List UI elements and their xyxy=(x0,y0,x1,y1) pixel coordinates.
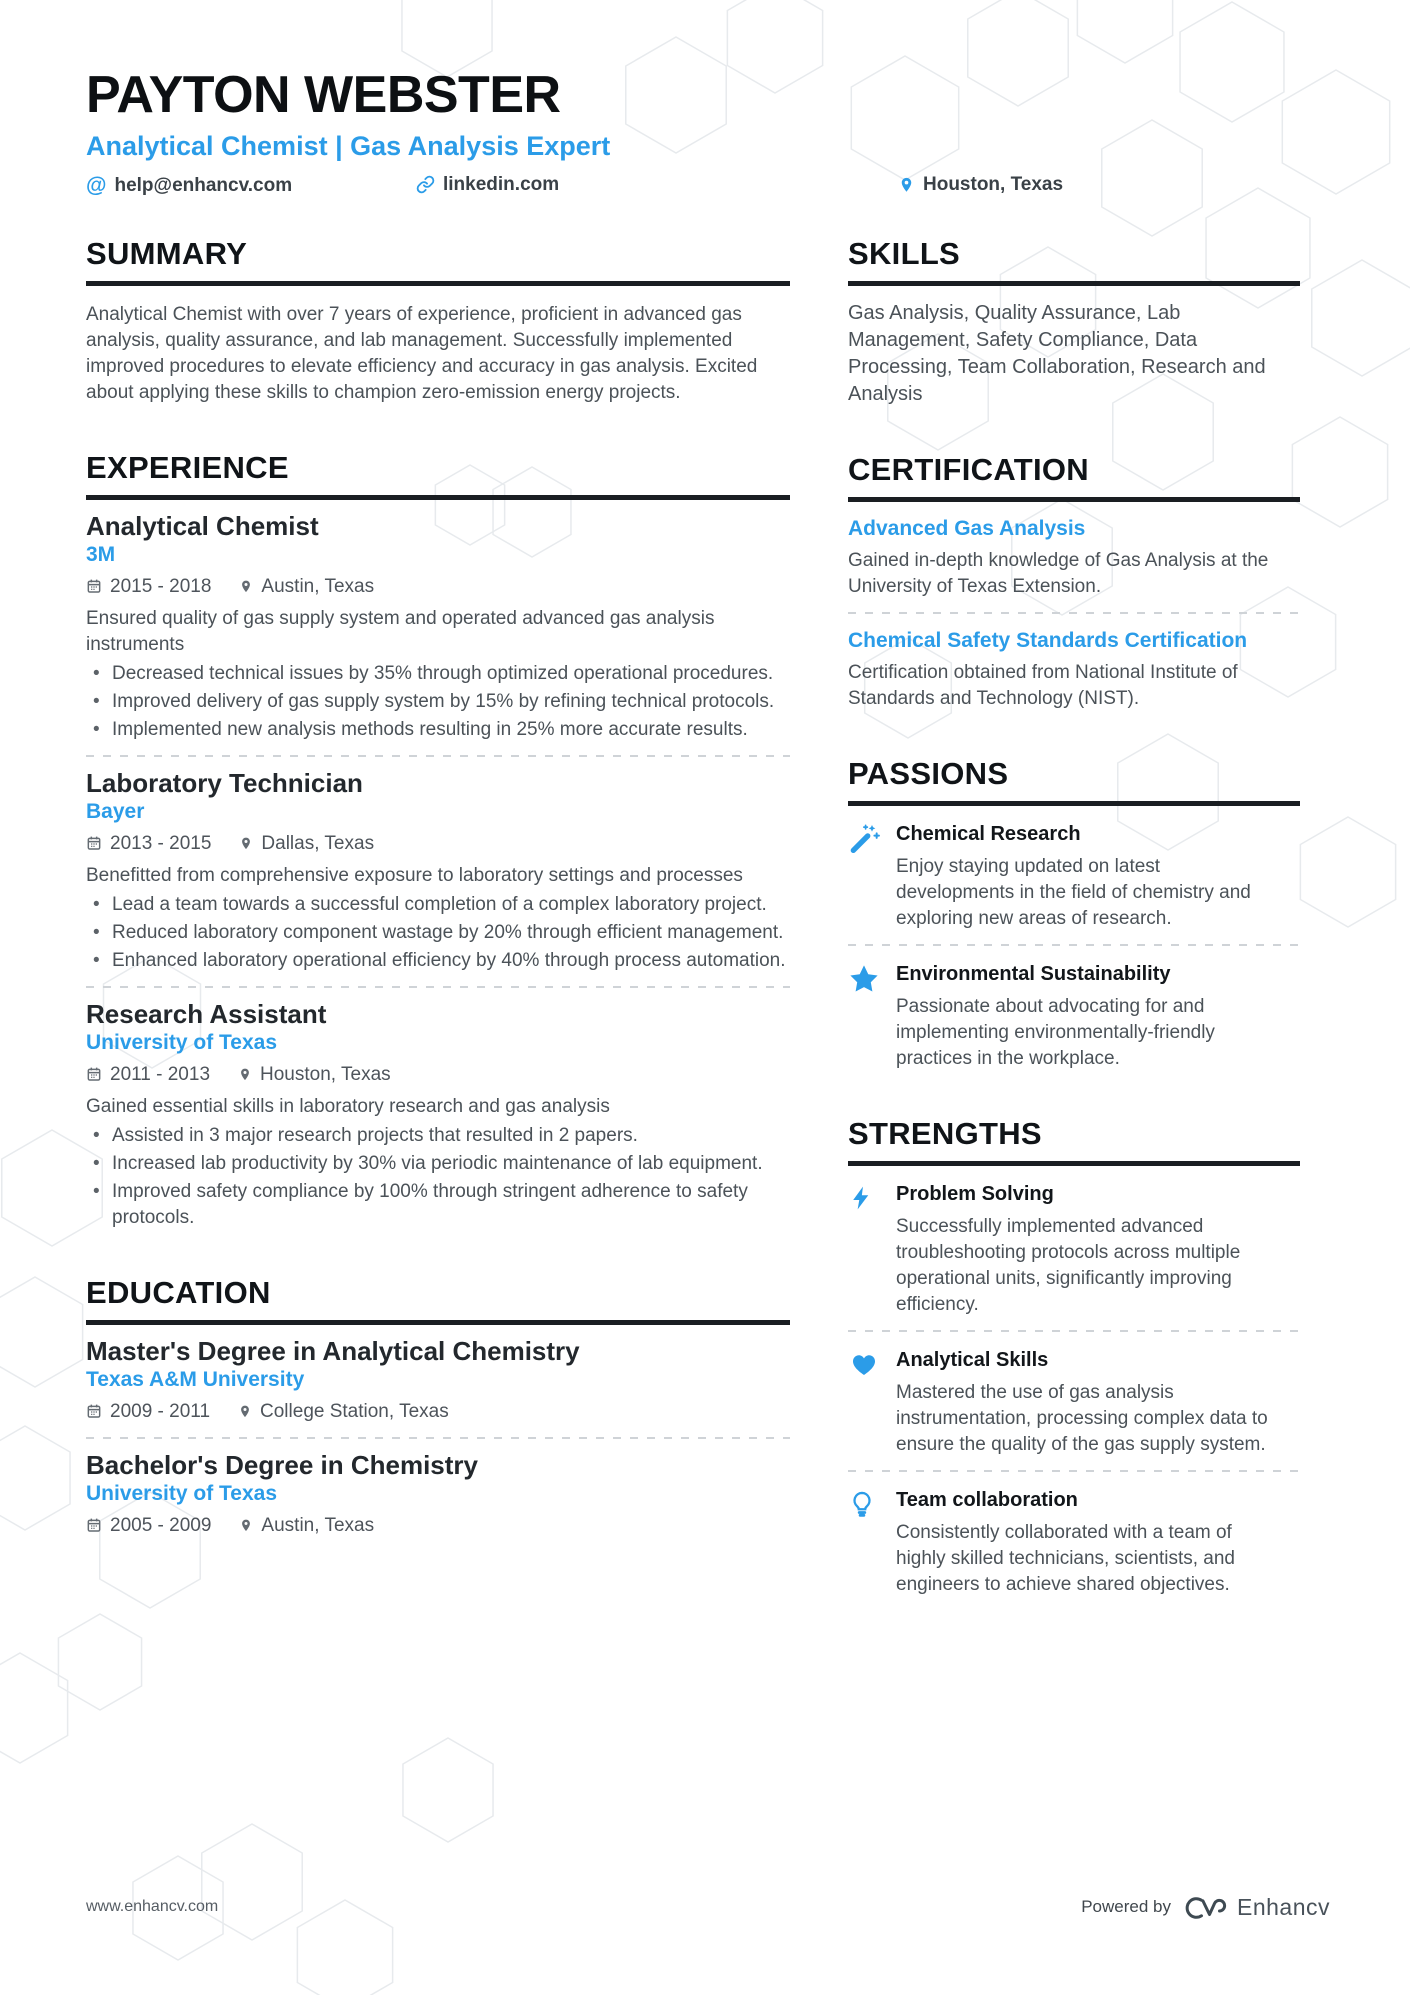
summary-section xyxy=(86,236,790,406)
location-text: Houston, Texas xyxy=(923,173,1064,195)
job-title: Research Assistant xyxy=(86,998,327,1029)
strength-body xyxy=(896,1182,1282,1318)
strength-description: Successfully implemented advanced troubleshooting protocols across multiple operational units, significantly improving efficiency. xyxy=(896,1215,1241,1315)
job-title: Laboratory Technician xyxy=(86,767,363,798)
certification-section xyxy=(848,452,1300,712)
page-footer xyxy=(86,1891,1330,1923)
experience-heading: EXPERIENCE xyxy=(86,450,790,500)
passion-description: Passionate about advocating for and implementing environmentally-friendly practices in the workplace. xyxy=(896,995,1215,1069)
resume-content xyxy=(86,0,1300,1598)
resume-header xyxy=(86,68,1300,200)
skills-heading: SKILLS xyxy=(848,236,1300,286)
bullet-item: • Improved delivery of gas supply system by 15% by refining technical protocols. xyxy=(86,689,790,715)
company-name: 3M xyxy=(86,542,116,566)
dashed-divider xyxy=(86,986,790,988)
strength-description: Mastered the use of gas analysis instrumentation, processing complex data to ensure the quality of the gas supply system. xyxy=(896,1381,1268,1455)
dashed-divider xyxy=(86,755,790,757)
dashed-divider xyxy=(848,1470,1300,1472)
bullet-item: • Assisted in 3 major research projects that resulted in 2 papers. xyxy=(86,1123,790,1149)
contact-row xyxy=(86,174,1300,200)
two-column-layout xyxy=(86,236,1300,1598)
date-range xyxy=(86,1061,210,1088)
bullet-item: • Enhanced laboratory operational efficiency by 40% through process automation. xyxy=(86,948,790,974)
strengths-section xyxy=(848,1116,1300,1598)
strength-title: Analytical Skills xyxy=(896,1348,1049,1371)
job-title: Analytical Chemist xyxy=(86,510,319,541)
job-meta xyxy=(86,573,790,600)
passion-title: Environmental Sustainability xyxy=(896,962,1171,985)
education-heading: EDUCATION xyxy=(86,1275,790,1325)
right-column xyxy=(848,236,1300,1598)
powered-by-label: Powered by xyxy=(1081,1897,1171,1916)
job-summary: Benefitted from comprehensive exposure to laboratory settings and processes xyxy=(86,864,743,886)
lightning-icon xyxy=(848,1182,882,1318)
passion-body xyxy=(896,962,1282,1072)
school-name: University of Texas xyxy=(86,1481,278,1505)
date-range xyxy=(86,573,211,600)
date-text: 2011 - 2013 xyxy=(110,1063,211,1085)
experience-entry xyxy=(86,1000,790,1231)
certification-title: Advanced Gas Analysis xyxy=(848,516,1086,540)
job-location xyxy=(238,1061,391,1088)
strength-title: Problem Solving xyxy=(896,1182,1054,1205)
date-range xyxy=(86,1398,210,1425)
date-text: 2009 - 2011 xyxy=(110,1400,211,1422)
strength-body xyxy=(896,1488,1282,1598)
enhancv-logo-icon xyxy=(1181,1891,1227,1923)
strength-entry xyxy=(848,1348,1300,1458)
skills-section xyxy=(848,236,1300,408)
experience-entry xyxy=(86,769,790,974)
passion-body xyxy=(896,822,1282,932)
certification-entry xyxy=(848,628,1300,712)
certification-title: Chemical Safety Standards Certification xyxy=(848,628,1248,652)
linkedin-contact[interactable] xyxy=(416,174,559,196)
certification-heading: CERTIFICATION xyxy=(848,452,1300,502)
degree-title: Master's Degree in Analytical Chemistry xyxy=(86,1335,580,1366)
job-headline: Analytical Chemist | Gas Analysis Expert xyxy=(86,130,611,161)
heart-icon xyxy=(848,1348,882,1458)
calendar-icon xyxy=(86,1066,102,1082)
location-text: Austin, Texas xyxy=(261,1514,375,1536)
calendar-icon xyxy=(86,835,102,851)
magic-wand-icon xyxy=(848,822,882,932)
calendar-icon xyxy=(86,578,102,594)
at-sign-icon: @ xyxy=(86,173,107,197)
location-contact xyxy=(898,174,1063,196)
education-entry xyxy=(86,1337,790,1425)
dashed-divider xyxy=(848,612,1300,614)
passion-entry xyxy=(848,962,1300,1072)
location-text: Dallas, Texas xyxy=(261,832,375,854)
calendar-icon xyxy=(86,1403,102,1419)
date-text: 2015 - 2018 xyxy=(110,575,212,597)
degree-location xyxy=(239,1512,374,1539)
experience-section xyxy=(86,450,790,1231)
lightbulb-icon xyxy=(848,1488,882,1598)
job-meta xyxy=(86,830,790,857)
location-text: Austin, Texas xyxy=(261,575,375,597)
bullet-item: • Reduced laboratory component wastage by 20% through efficient management. xyxy=(86,920,790,946)
passions-heading: PASSIONS xyxy=(848,756,1300,806)
star-icon xyxy=(848,962,882,1072)
powered-by-group[interactable] xyxy=(1081,1891,1330,1923)
job-bullets xyxy=(86,1123,790,1231)
degree-meta xyxy=(86,1512,790,1539)
company-name: University of Texas xyxy=(86,1030,278,1054)
email-contact[interactable] xyxy=(86,174,292,198)
date-range xyxy=(86,1512,211,1539)
passion-entry xyxy=(848,822,1300,932)
location-text: Houston, Texas xyxy=(260,1063,391,1085)
location-text: College Station, Texas xyxy=(260,1400,449,1422)
email-text[interactable]: help@enhancv.com xyxy=(114,174,293,196)
job-summary: Gained essential skills in laboratory research and gas analysis xyxy=(86,1095,610,1117)
location-pin-icon xyxy=(239,1517,253,1534)
left-column xyxy=(86,236,790,1539)
strength-body xyxy=(896,1348,1282,1458)
job-location xyxy=(239,830,374,857)
strength-title: Team collaboration xyxy=(896,1488,1078,1511)
job-summary: Ensured quality of gas supply system and operated advanced gas analysis instruments xyxy=(86,607,715,655)
job-bullets xyxy=(86,661,790,743)
date-range xyxy=(86,830,211,857)
dashed-divider xyxy=(848,944,1300,946)
strength-description: Consistently collaborated with a team of highly skilled technicians, scientists, and engineers to achieve shared objectives. xyxy=(896,1521,1236,1595)
degree-location xyxy=(238,1398,449,1425)
location-pin-icon xyxy=(239,835,253,852)
bullet-item: • Improved safety compliance by 100% through stringent adherence to safety protocols. xyxy=(86,1179,790,1231)
location-pin-icon xyxy=(238,1403,252,1420)
summary-heading: SUMMARY xyxy=(86,236,790,286)
enhancv-brand-text: Enhancv xyxy=(1236,1893,1330,1920)
certification-description: Certification obtained from National Institute of Standards and Technology (NIST). xyxy=(848,661,1238,709)
strength-entry xyxy=(848,1182,1300,1318)
passion-title: Chemical Research xyxy=(896,822,1081,845)
bullet-item: • Implemented new analysis methods resulting in 25% more accurate results. xyxy=(86,717,790,743)
skills-list: Gas Analysis, Quality Assurance, Lab Management, Safety Compliance, Data Processing, Team Collaboration, Research and Analysis xyxy=(848,301,1266,405)
date-text: 2005 - 2009 xyxy=(110,1514,212,1536)
passions-section xyxy=(848,756,1300,1072)
dashed-divider xyxy=(86,1437,790,1439)
linkedin-text[interactable]: linkedin.com xyxy=(443,173,560,195)
bullet-item: • Increased lab productivity by 30% via periodic maintenance of lab equipment. xyxy=(86,1151,790,1177)
education-entry xyxy=(86,1451,790,1539)
school-name: Texas A&M University xyxy=(86,1367,305,1391)
certification-description: Gained in-depth knowledge of Gas Analysis at the University of Texas Extension. xyxy=(848,549,1269,597)
dashed-divider xyxy=(848,1330,1300,1332)
job-bullets xyxy=(86,892,790,974)
certification-entry xyxy=(848,516,1300,600)
summary-text: Analytical Chemist with over 7 years of experience, proficient in advanced gas analysis, quality assurance, and lab management. Successfully implemented improved procedures to elevate efficiency and accuracy in gas analysis. Excited about applying these skills to champion zero-emission energy projects. xyxy=(86,303,758,403)
bullet-item: • Lead a team towards a successful completion of a complex laboratory project. xyxy=(86,892,790,918)
website-link[interactable]: www.enhancv.com xyxy=(86,1898,219,1915)
strength-entry xyxy=(848,1488,1300,1598)
location-pin-icon xyxy=(238,1066,252,1083)
location-pin-icon xyxy=(898,175,915,195)
education-section xyxy=(86,1275,790,1539)
person-name: PAYTON WEBSTER xyxy=(86,66,561,124)
date-text: 2013 - 2015 xyxy=(110,832,212,854)
calendar-icon xyxy=(86,1517,102,1533)
degree-meta xyxy=(86,1398,790,1425)
job-location xyxy=(239,573,374,600)
location-pin-icon xyxy=(239,578,253,595)
degree-title: Bachelor's Degree in Chemistry xyxy=(86,1449,478,1480)
passion-description: Enjoy staying updated on latest developments in the field of chemistry and exploring new areas of research. xyxy=(896,855,1251,929)
strengths-heading: STRENGTHS xyxy=(848,1116,1300,1166)
bullet-item: • Decreased technical issues by 35% through optimized operational procedures. xyxy=(86,661,790,687)
company-name: Bayer xyxy=(86,799,145,823)
experience-entry xyxy=(86,512,790,743)
job-meta xyxy=(86,1061,790,1088)
link-icon xyxy=(416,175,435,194)
